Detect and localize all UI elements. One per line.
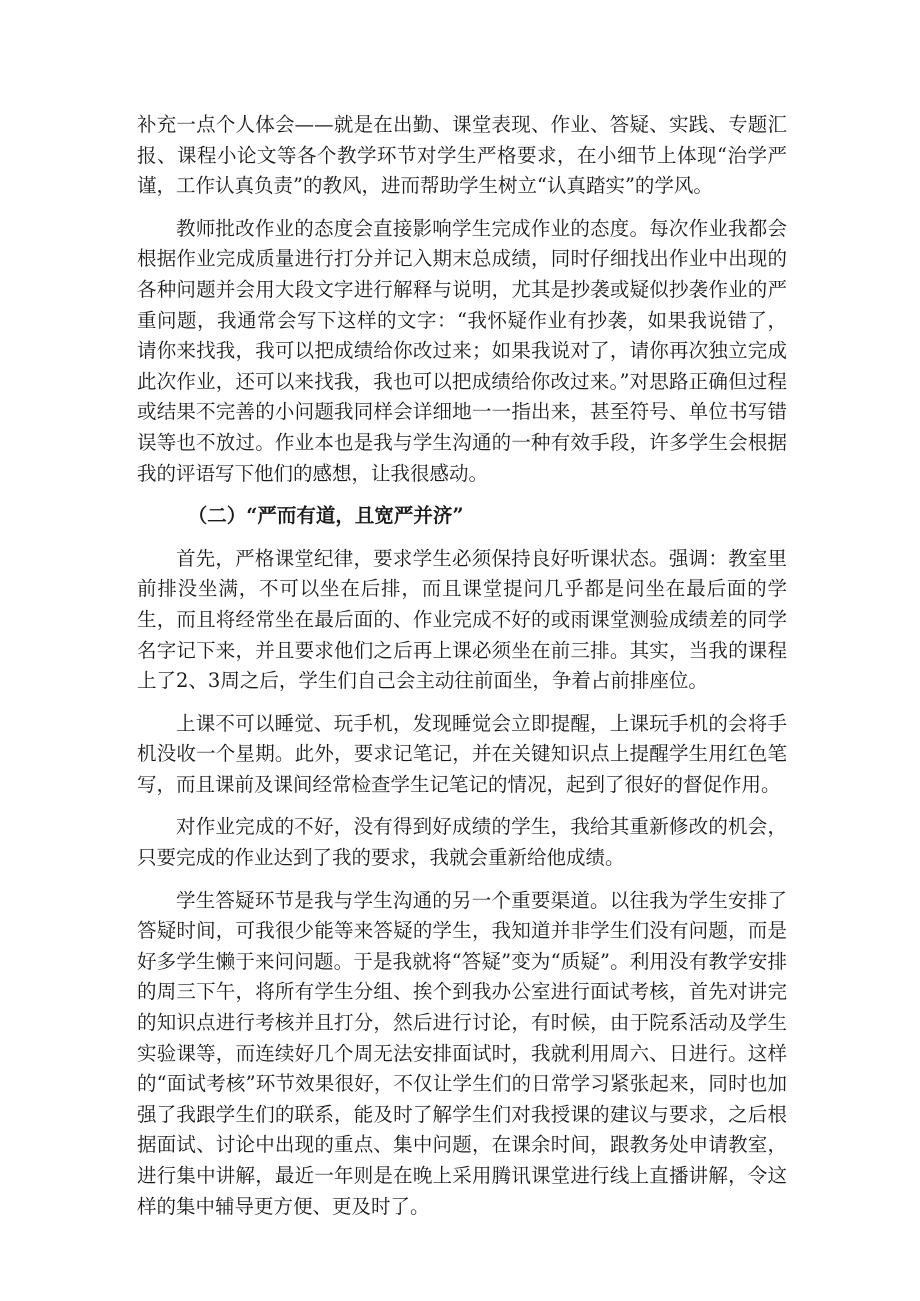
paragraph-gap	[137, 800, 787, 812]
section-heading: （二）“严而有道，且宽严并济”	[187, 504, 464, 528]
paragraph-gap	[137, 697, 787, 709]
paragraph-classroom-discipline: 首先，严格课堂纪律，要求学生必须保持良好听课状态。强调：教室里前排没坐满，不可以坐在后排，而且课堂提问几乎都是问坐在最后面的学生，而且将经常坐在最后面的、作业完成不好的或雨课堂测验成绩差的同学名字记下来，并且要求他们之后再上课必须坐在前三排。其实，当我的课程上了2、3周之后，学生们自己会主动往前面坐，争着占前排座位。	[137, 546, 787, 693]
paragraph-gap	[137, 532, 787, 544]
paragraph-teaching-rigor: 补充一点个人体会——就是在出勤、课堂表现、作业、答疑、实践、专题汇报、课程小论文等各个教学环节对学生严格要求，在小细节上体现“治学严谨，工作认真负责”的教风，进而帮助学生树立“认真踏实”的学风。	[137, 113, 787, 198]
paragraph-homework-grading: 教师批改作业的态度会直接影响学生完成作业的态度。每次作业我都会根据作业完成质量进行打分并记入期末总成绩，同时仔细找出作业中出现的各种问题并会用大段文字进行解释与说明，尤其是抄袭或疑似抄袭作业的严重问题，我通常会写下这样的文字：“我怀疑作业有抄袭，如果我说错了，请你来找我，我可以把成绩给你改过来；如果我说对了，请你再次独立完成此次作业，还可以来找我，我也可以把成绩给你改过来。”对思路正确但过程或结果不完善的小问题我同样会详细地一一指出来，甚至符号、单位书写错误等也不放过。作业本也是我与学生沟通的一种有效手段，许多学生会根据我的评语写下他们的感想，让我很感动。	[137, 216, 787, 485]
paragraph-phone-rules: 上课不可以睡觉、玩手机，发现睡觉会立即提醒，上课玩手机的会将手机没收一个星期。此外，要求记笔记，并在关键知识点上提醒学生用红色笔写，而且课前及课间经常检查学生记笔记的情况，起到了很好的督促作用。	[137, 711, 787, 796]
paragraph-gap	[137, 489, 787, 501]
paragraph-resubmission: 对作业完成的不好，没有得到好成绩的学生，我给其重新修改的机会，只要完成的作业达到了我的要求，我就会重新给他成绩。	[137, 815, 787, 870]
paragraph-gap	[137, 874, 787, 886]
document-body	[137, 110, 787, 1222]
paragraph-gap	[137, 202, 787, 214]
paragraph-office-hours: 学生答疑环节是我与学生沟通的另一个重要渠道。以往我为学生安排了答疑时间，可我很少能等来答疑的学生，我知道并非学生们没有问题，而是好多学生懒于来问问题。于是我就将“答疑”变为“质疑”。利用没有教学安排的周三下午，将所有学生分组、挨个到我办公室进行面试考核，首先对讲完的知识点进行考核并且打分，然后进行讨论，有时候，由于院系活动及学生实验课等，而连续好几个周无法安排面试时，我就利用周六、日进行。这样的“面试考核”环节效果很好，不仅让学生们的日常学习紧张起来，同时也加强了我跟学生们的联系，能及时了解学生们对我授课的建议与要求，之后根据面试、讨论中出现的重点、集中问题，在课余时间，跟教务处申请教室，进行集中讲解，最近一年则是在晚上采用腾讯课堂进行线上直播讲解，令这样的集中辅导更方便、更及时了。	[137, 888, 787, 1218]
